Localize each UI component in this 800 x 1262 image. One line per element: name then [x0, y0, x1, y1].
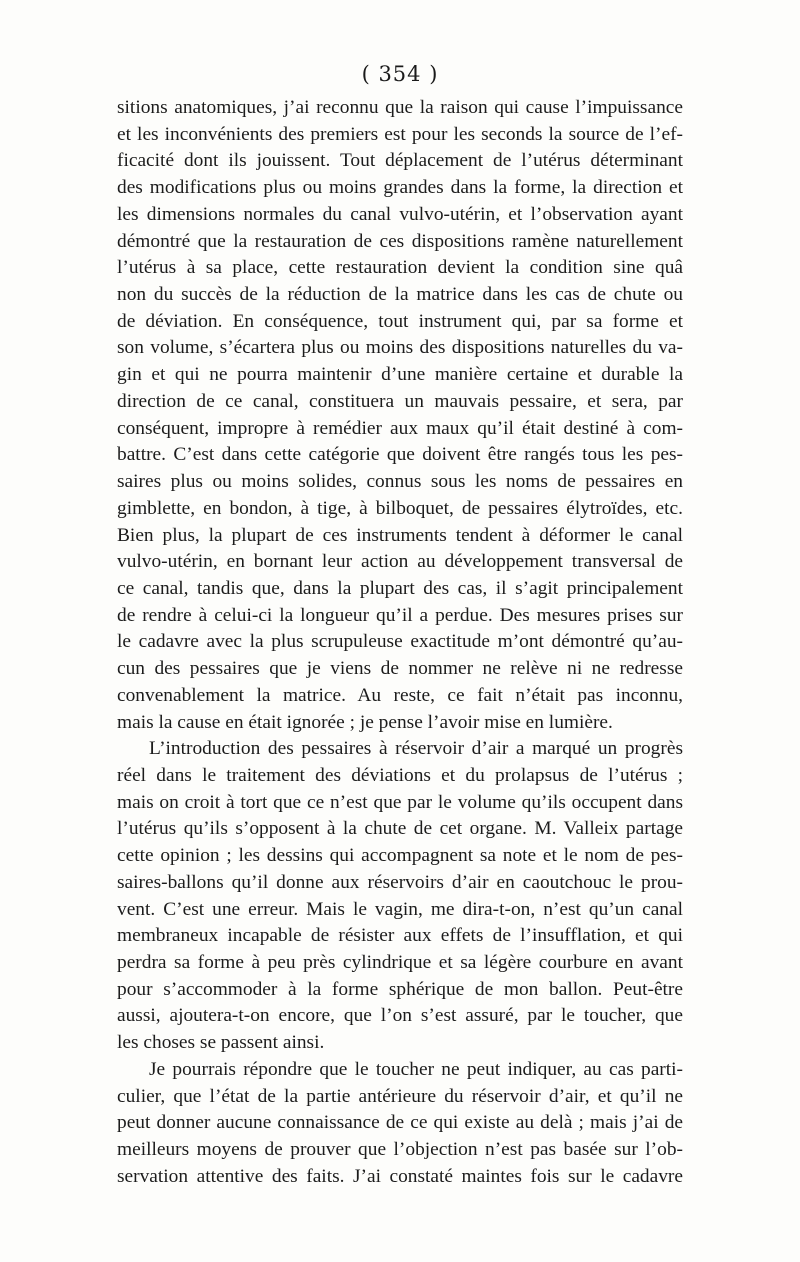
text-line: convenablement la matrice. Au reste, ce fait n’était pas inconnu, — [117, 684, 683, 706]
text-line: non du succès de la réduction de la matrice dans les cas de chute ou — [117, 284, 683, 306]
text-line: Bien plus, la plupart de ces instruments tendent à déformer le canal — [117, 524, 683, 546]
text-line: mais on croit à tort que ce n’est que par le volume qu’ils occupent dans — [117, 791, 683, 813]
text-line: Je pourrais répondre que le toucher ne peut indiquer, au cas parti- — [149, 1058, 683, 1080]
text-line: saires plus ou moins solides, connus sous les noms de pessaires en — [117, 471, 683, 493]
text-line: culier, que l’état de la partie antérieure du réservoir d’air, et qu’il ne — [117, 1085, 683, 1107]
text-line: démontré que la restauration de ces dispositions ramène naturellement — [117, 230, 683, 252]
text-line: aussi, ajoutera-t-on encore, que l’on s’est assuré, par le toucher, que — [117, 1005, 683, 1027]
text-line: pour s’accommoder à la forme sphérique de mon ballon. Peut-être — [117, 978, 683, 1000]
text-line: les dimensions normales du canal vulvo-utérin, et l’observation ayant — [117, 203, 683, 225]
text-line: conséquent, impropre à remédier aux maux qu’il était destiné à com- — [117, 417, 683, 439]
text-line: et les inconvénients des premiers est pour les seconds la source de l’ef- — [117, 123, 683, 145]
text-line: peut donner aucune connaissance de ce qui existe au delà ; mais j’ai de — [117, 1112, 683, 1134]
text-line: le cadavre avec la plus scrupuleuse exactitude m’ont démontré qu’au- — [117, 631, 683, 653]
text-line: vent. C’est une erreur. Mais le vagin, me dira-t-on, n’est qu’un canal — [117, 898, 683, 920]
text-line: saires-ballons qu’il donne aux réservoirs d’air en caoutchouc le prou- — [117, 871, 683, 893]
text-line: mais la cause en était ignorée ; je pense l’avoir mise en lumière. — [117, 711, 613, 733]
text-line: direction de ce canal, constituera un mauvais pessaire, et sera, par — [117, 390, 683, 412]
text-line: meilleurs moyens de prouver que l’objection n’est pas basée sur l’ob- — [117, 1139, 683, 1161]
text-line: l’utérus qu’ils s’opposent à la chute de cet organe. M. Valleix partage — [117, 818, 683, 840]
page-number: ( 354 ) — [361, 62, 439, 86]
text-line: de déviation. En conséquence, tout instrument qui, par sa forme et — [117, 310, 683, 332]
text-line: sitions anatomiques, j’ai reconnu que la raison qui cause l’impuissance — [117, 97, 683, 118]
text-line: son volume, s’écartera plus ou moins des dispositions naturelles du va- — [117, 337, 683, 359]
text-line: battre. C’est dans cette catégorie que doivent être rangés tous les pes- — [117, 444, 683, 466]
text-line: cette opinion ; les dessins qui accompagnent sa note et le nom de pes- — [117, 845, 683, 867]
text-line: de rendre à celui-ci la longueur qu’il a perdue. Des mesures prises sur — [117, 604, 683, 626]
text-line: ce canal, tandis que, dans la plupart des cas, il s’agit principalement — [117, 577, 683, 599]
text-line: ficacité dont ils jouissent. Tout déplacement de l’utérus déterminant — [117, 150, 683, 172]
text-line: cun des pessaires que je viens de nommer ne relève ni ne redresse — [117, 658, 683, 680]
text-line: l’utérus à sa place, cette restauration devient la condition sine quâ — [117, 257, 683, 279]
body-text — [117, 95, 683, 1190]
text-line: membraneux incapable de résister aux effets de l’insufflation, et qui — [117, 925, 683, 947]
text-line: les choses se passent ainsi. — [117, 1032, 325, 1054]
text-line: gimblette, en bondon, à tige, à bilboquet, de pessaires élytroïdes, etc. — [117, 497, 683, 519]
text-line: L’introduction des pessaires à réservoir d’air a marqué un progrès — [149, 738, 683, 760]
text-line: réel dans le traitement des déviations et du prolapsus de l’utérus ; — [117, 764, 683, 786]
text-line: vulvo-utérin, en bornant leur action au développement transversal de — [117, 551, 683, 573]
text-line: des modifications plus ou moins grandes dans la forme, la direction et — [117, 177, 683, 199]
text-line: servation attentive des faits. J’ai constaté maintes fois sur le cadavre — [117, 1165, 683, 1187]
text-line: perdra sa forme à peu près cylindrique et sa légère courbure en avant — [117, 952, 683, 973]
text-line: gin et qui ne pourra maintenir d’une manière certaine et durable la — [117, 364, 683, 386]
